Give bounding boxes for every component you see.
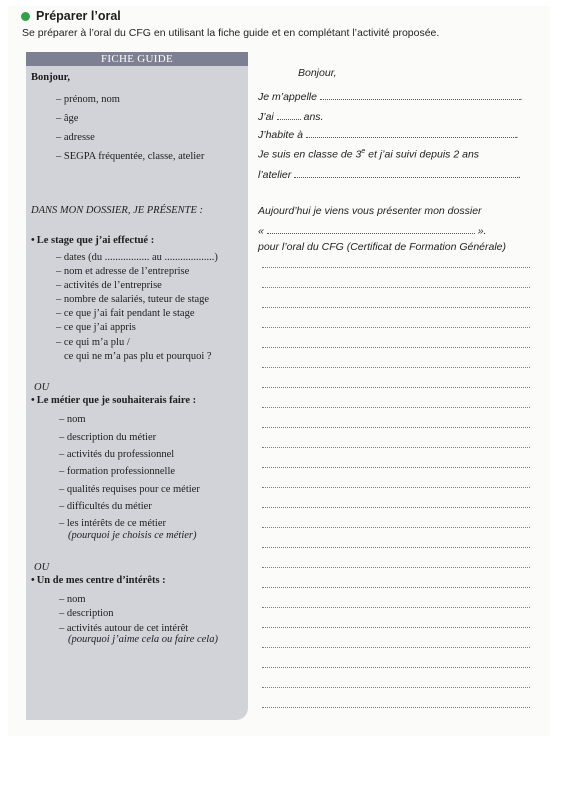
- writing-line[interactable]: [262, 667, 530, 668]
- writing-line[interactable]: [262, 447, 530, 448]
- guide-stage-dates: – dates (du ................. au ...................): [56, 252, 218, 263]
- writing-line[interactable]: [262, 387, 530, 388]
- writing-line[interactable]: [262, 587, 530, 588]
- activity-cfg: pour l’oral du CFG (Certificat de Formation Générale): [258, 241, 507, 253]
- guide-metier-item: – formation professionnelle: [59, 466, 176, 477]
- age-blank[interactable]: [277, 110, 301, 120]
- guide-metier-item: – activités du professionnel: [59, 449, 175, 460]
- guide-metier-item: – difficultés du métier: [59, 501, 152, 512]
- guide-or-1: OU: [34, 382, 50, 393]
- guide-metier-item: – description du métier: [59, 432, 157, 443]
- activity-line-address: J’habite à .: [258, 129, 519, 141]
- writing-line[interactable]: [262, 647, 530, 648]
- guide-interet-note: (pourquoi j’aime cela ou faire cela): [68, 634, 218, 645]
- activity-line-name: Je m’appelle .: [258, 91, 523, 103]
- guide-intro-item: – adresse: [56, 132, 95, 143]
- activity-line-age: J’ai ans.: [258, 111, 324, 123]
- guide-stage-item: ce qui ne m’a pas plu et pourquoi ?: [64, 351, 212, 362]
- guide-stage-item: – ce que j’ai fait pendant le stage: [56, 308, 195, 319]
- guide-metier-item: – nom: [59, 414, 86, 425]
- writing-line[interactable]: [262, 367, 530, 368]
- writing-line[interactable]: [262, 567, 530, 568]
- guide-heading: FICHE GUIDE: [26, 52, 248, 66]
- writing-line[interactable]: [262, 627, 530, 628]
- guide-metier-title: • Le métier que je souhaiterais faire :: [31, 395, 196, 406]
- atelier-blank[interactable]: [294, 168, 518, 178]
- guide-metier-note: (pourquoi je choisis ce métier): [68, 530, 197, 541]
- writing-line[interactable]: [262, 527, 530, 528]
- page-title: Préparer l’oral: [36, 9, 121, 23]
- writing-line[interactable]: [262, 607, 530, 608]
- writing-line[interactable]: [262, 547, 530, 548]
- guide-or-2: OU: [34, 562, 50, 573]
- writing-line[interactable]: [262, 267, 530, 268]
- guide-stage-item: – ce que j’ai appris: [56, 322, 136, 333]
- writing-line[interactable]: [262, 487, 530, 488]
- guide-stage-item: – activités de l’entreprise: [56, 280, 162, 291]
- guide-intro-item: – âge: [56, 113, 79, 124]
- guide-interet-item: – nom: [59, 594, 86, 605]
- activity-aujourdhui: Aujourd’hui je viens vous présenter mon dossier: [258, 205, 482, 217]
- green-bullet-icon: [21, 12, 30, 21]
- writing-line[interactable]: [262, 287, 530, 288]
- writing-line[interactable]: [262, 327, 530, 328]
- activity-line-classe: Je suis en classe de 3e et j’ai suivi depuis 2 ans: [258, 148, 480, 161]
- guide-panel: [26, 52, 248, 720]
- activity-bonjour: Bonjour,: [298, 67, 337, 79]
- writing-line[interactable]: [262, 427, 530, 428]
- guide-stage-item: – ce qui m’a plu /: [56, 337, 130, 348]
- writing-line[interactable]: [262, 687, 530, 688]
- guide-stage-title: • Le stage que j’ai effectué :: [31, 235, 154, 246]
- dossier-blank[interactable]: [267, 224, 475, 234]
- guide-interet-item: – description: [59, 608, 114, 619]
- address-blank[interactable]: [306, 128, 516, 138]
- writing-line[interactable]: [262, 467, 530, 468]
- name-blank[interactable]: [320, 90, 520, 100]
- guide-stage-item: – nom et adresse de l’entreprise: [56, 266, 190, 277]
- guide-intro-item: – SEGPA fréquentée, classe, atelier: [56, 151, 205, 162]
- guide-intro-item: – prénom, nom: [56, 94, 120, 105]
- guide-metier-item: – qualités requises pour ce métier: [59, 484, 200, 495]
- guide-interet-title: • Un de mes centre d’intérêts :: [31, 575, 166, 586]
- page-subtitle: Se préparer à l’oral du CFG en utilisant la fiche guide et en complétant l’activité proposée.: [22, 27, 440, 39]
- guide-dossier-heading: DANS MON DOSSIER, JE PRÉSENTE :: [31, 205, 204, 216]
- writing-line[interactable]: [262, 507, 530, 508]
- guide-stage-item: – nombre de salariés, tuteur de stage: [56, 294, 210, 305]
- writing-line[interactable]: [262, 347, 530, 348]
- writing-line[interactable]: [262, 307, 530, 308]
- guide-metier-item: – les intérêts de ce métier: [59, 518, 166, 529]
- activity-line-atelier: l’atelier .: [258, 169, 522, 181]
- activity-line-dossier: « ».: [258, 225, 487, 237]
- guide-interet-item: – activités autour de cet intérêt: [59, 623, 189, 634]
- writing-line[interactable]: [262, 407, 530, 408]
- writing-line[interactable]: [262, 707, 530, 708]
- guide-bonjour: Bonjour,: [31, 72, 71, 83]
